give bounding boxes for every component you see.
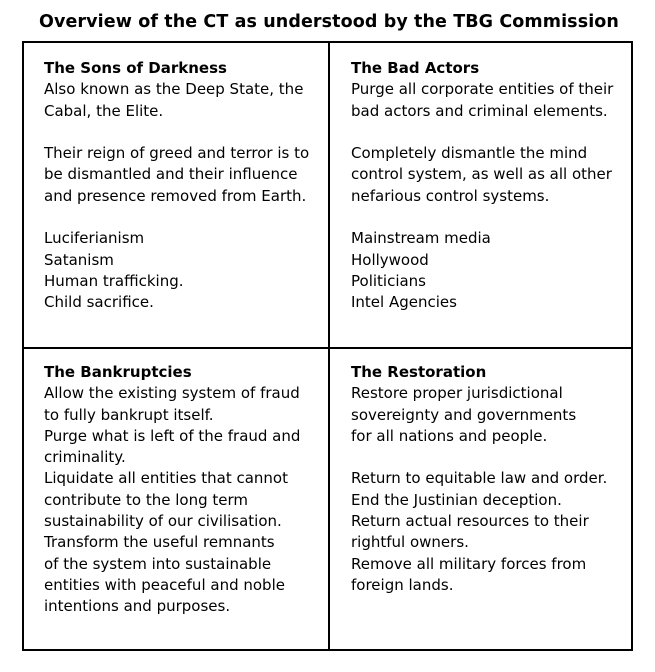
quadrant-text-line: Return actual resources to their [351,512,589,531]
quadrant-heading: The Bad Actors [351,59,480,77]
quadrant-text-line: Purge all corporate entities of their [351,80,614,99]
quadrant-text-line: foreign lands. [351,575,454,594]
quadrant-text-line: rightful owners. [351,533,469,552]
quadrant-text-line [351,207,613,228]
quadrant-text-line: of the system into sustainable [44,554,272,573]
quadrant-text-line: Liquidate all entities that cannot [44,469,288,488]
quadrant-text-line: End the Justinian deception. [351,490,562,509]
quadrant-text-line: Satanism [44,250,114,269]
quadrant-text-line: Cabal, the Elite. [44,101,164,120]
horizontal-divider [24,347,631,349]
quadrant-text-line: nefarious control systems. [351,186,550,205]
quadrant-text-line [44,207,309,228]
quadrant-restoration [351,362,607,596]
quadrant-text-line: entities with peaceful and noble [44,575,285,594]
quadrant-text-line: Also known as the Deep State, the [44,80,304,99]
quadrant-text-line [44,122,309,143]
page-title: Overview of the CT as understood by the TBG Commission [38,12,619,32]
quadrant-text-line: Luciferianism [44,229,145,248]
quadrant-text-line: contribute to the long term [44,490,249,509]
quadrant-text-line: Transform the useful remnants [44,533,275,552]
quadrant-text-line: sustainability of our civilisation. [44,512,282,531]
quadrant-text-line: Purge what is left of the fraud and [44,426,301,445]
quadrant-text-line: Allow the existing system of fraud [44,384,300,403]
quadrant-text-line: and presence removed from Earth. [44,186,307,205]
quadrant-bankruptcies [44,362,300,618]
quadrant-text-line: intentions and purposes. [44,597,231,616]
quadrant-bad-actors [351,58,613,314]
quadrant-text-line: to fully bankrupt itself. [44,405,214,424]
quadrant-text-line: be dismantled and their influence [44,165,298,184]
quadrant-heading: The Bankruptcies [44,363,192,381]
quadrant-text-line [351,122,613,143]
quadrant-heading: The Sons of Darkness [44,59,227,77]
quadrant-heading: The Restoration [351,363,487,381]
quadrant-grid [22,41,633,651]
quadrant-text-line: Return to equitable law and order. [351,469,608,488]
quadrant-text-line: sovereignty and governments [351,405,577,424]
quadrant-text-line: Intel Agencies [351,293,457,312]
vertical-divider [328,43,330,649]
quadrant-text-line: bad actors and criminal elements. [351,101,608,120]
quadrant-text-line: Hollywood [351,250,429,269]
quadrant-text-line: Politicians [351,271,426,290]
quadrant-text-line: control system, as well as all other [351,165,612,184]
quadrant-text-line: Completely dismantle the mind [351,144,588,163]
quadrant-text-line [351,447,607,468]
quadrant-text-line: Restore proper jurisdictional [351,384,563,403]
quadrant-text-line: criminality. [44,448,126,467]
quadrant-text-line: Mainstream media [351,229,491,248]
quadrant-text-line: Human trafficking. [44,271,184,290]
quadrant-text-line: Remove all military forces from [351,554,587,573]
quadrant-text-line: for all nations and people. [351,426,548,445]
quadrant-sons-of-darkness [44,58,309,314]
quadrant-text-line: Their reign of greed and terror is to [44,144,310,163]
quadrant-text-line: Child sacrifice. [44,293,154,312]
